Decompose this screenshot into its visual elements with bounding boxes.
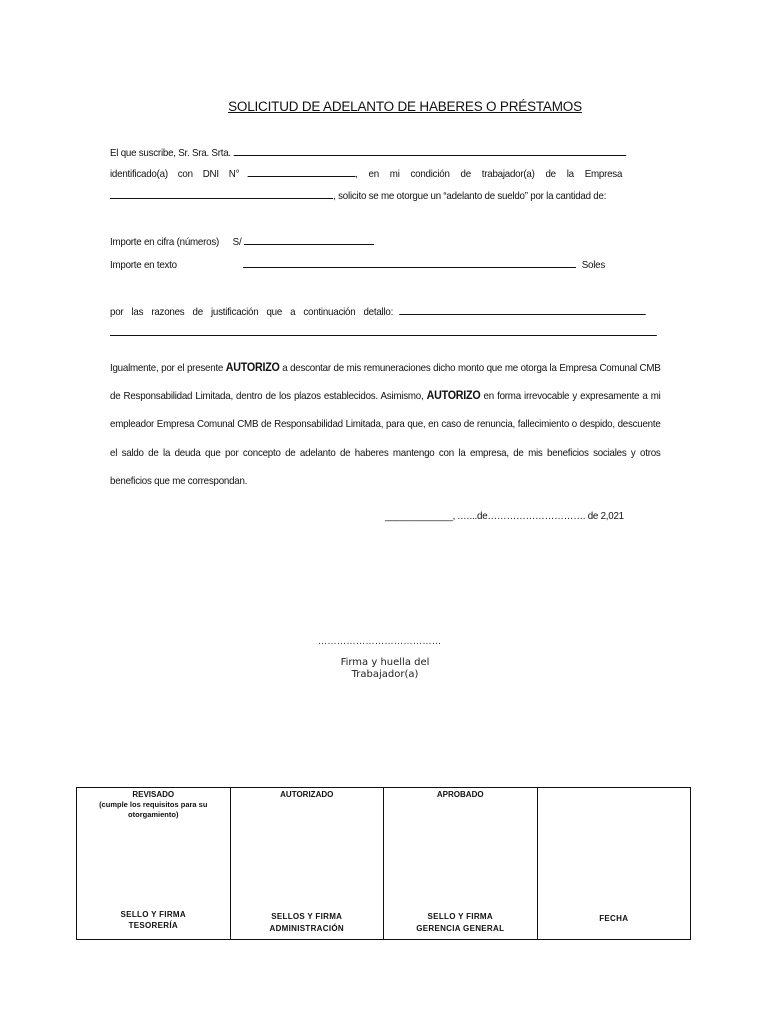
request-text: , solicito se me otorgue un “adelanto de sueldo” por la cantidad de: bbox=[333, 190, 607, 202]
approval-cell-revisado[interactable] bbox=[77, 788, 231, 940]
justification-row-2 bbox=[110, 326, 657, 339]
approval-foot-1: SELLO Y FIRMA bbox=[427, 912, 493, 921]
currency-symbol: S/ bbox=[232, 236, 242, 248]
authorization-keyword-1: AUTORIZO bbox=[225, 362, 280, 374]
signature-line[interactable]: ………………………………… bbox=[318, 637, 442, 647]
approval-cell-aprobado[interactable] bbox=[384, 788, 538, 940]
authorization-paragraph bbox=[110, 354, 661, 495]
intro-line-2 bbox=[110, 167, 660, 180]
approval-foot-2: ADMINISTRACIÓN bbox=[269, 924, 344, 933]
justification-field-1[interactable] bbox=[399, 305, 645, 315]
authorization-text-2: a descontar de mis remuneraciones dicho monto que me otorga la Empresa Comunal CMB de Responsabilidad Limitada, dentro de los plazos establecidos. Asimismo, bbox=[110, 362, 661, 403]
intro-line-3 bbox=[110, 189, 606, 202]
amount-number-row bbox=[110, 235, 374, 248]
dni-field[interactable] bbox=[247, 167, 355, 177]
approval-foot-1: FECHA bbox=[599, 914, 629, 923]
name-field[interactable] bbox=[233, 146, 625, 156]
currency-unit: Soles bbox=[581, 259, 605, 271]
approvals-table bbox=[76, 787, 691, 940]
date-year: de 2,021 bbox=[587, 510, 624, 522]
signature-caption-2: Trabajador(a) bbox=[351, 669, 419, 680]
authorization-keyword-2: AUTORIZO bbox=[426, 390, 481, 403]
approval-foot-1: SELLOS Y FIRMA bbox=[271, 912, 343, 921]
date-day-blank[interactable]: _____________ bbox=[385, 510, 453, 522]
date-line bbox=[385, 510, 624, 522]
approval-head: AUTORIZADO bbox=[280, 790, 334, 799]
amount-text-row bbox=[110, 258, 605, 271]
justification-label: por las razones de justificación que a continuación detallo: bbox=[110, 306, 394, 318]
document-title: SOLICITUD DE ADELANTO DE HABERES O PRÉSTAMOS bbox=[228, 99, 582, 114]
approval-foot-2: TESORERÍA bbox=[128, 921, 178, 930]
amount-number-label: Importe en cifra (números) bbox=[110, 236, 220, 248]
authorization-text-1: Igualmente, por el presente bbox=[110, 362, 224, 374]
amount-text-field[interactable] bbox=[243, 258, 576, 268]
approval-head: REVISADO bbox=[132, 790, 175, 799]
condition-text: , en mi condición de trabajador(a) de la Empresa bbox=[355, 168, 623, 180]
amount-number-field[interactable] bbox=[244, 235, 374, 245]
intro-line-1 bbox=[110, 146, 626, 159]
justification-row bbox=[110, 305, 646, 318]
approval-cell-fecha[interactable] bbox=[537, 788, 691, 940]
signature-caption-1: Firma y huella del bbox=[340, 657, 430, 668]
amount-text-label: Importe en texto bbox=[110, 259, 177, 271]
date-month-dots[interactable]: , .…...de…………………………. bbox=[452, 510, 586, 522]
intro-prefix: El que suscribe, Sr. Sra. Srta. bbox=[110, 147, 231, 159]
approval-foot-2: GERENCIA GENERAL bbox=[416, 924, 505, 933]
company-field[interactable] bbox=[110, 189, 333, 199]
approval-subtitle: (cumple los requisitos para su otorgamiento) bbox=[99, 800, 208, 819]
dni-label: identificado(a) con DNI N° bbox=[110, 168, 240, 180]
justification-field-2[interactable] bbox=[110, 326, 657, 336]
authorization-text-3: en forma irrevocable y expresamente a mi empleador Empresa Comunal CMB de Responsabilidad Limitada, para que, en caso de renuncia, fallecimiento o despido, descuente el saldo de la deuda que por concepto de adelanto de haberes mantengo con la empresa, de mis beneficios sociales y otros beneficios que me correspondan. bbox=[110, 390, 661, 487]
approval-foot-1: SELLO Y FIRMA bbox=[120, 910, 186, 919]
approval-head: APROBADO bbox=[436, 790, 484, 799]
approval-cell-autorizado[interactable] bbox=[230, 788, 384, 940]
